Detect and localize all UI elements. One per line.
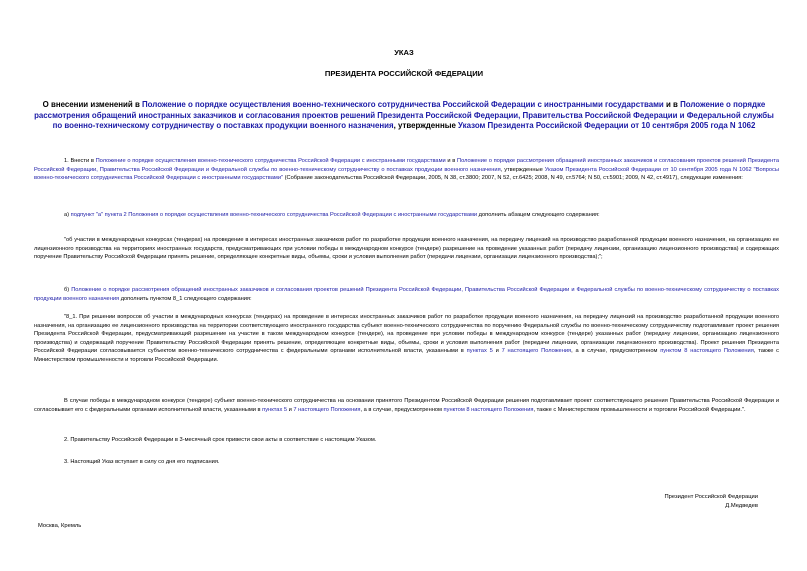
link-regulation-requests-b[interactable]: Положение о порядке рассмотрения обращений иностранных заказчиков и согласования проектов решений Президента Российской Федерации, Правительства Российской Федерации и Федеральной службы по военно-техническому сотрудничеству о поставках продукции военного назначения (34, 287, 779, 302)
title-text: О внесении изменений в (42, 100, 142, 109)
paragraph-text: (Собрание законодательства Российской Федерации, 2005, N 38, ст.3800; 2007, N 52, ст.6425; 2008, N 49, ст.5764; N 50, ст.5901; 2009, N 42, ст.4917), следующие изменения: (283, 175, 743, 182)
link-point-7[interactable]: 7 настоящего Положения (501, 348, 572, 355)
link-point-8-win[interactable]: пунктом 8 настоящего Положения (443, 406, 534, 413)
quote-paragraph-1: "об участии в международных конкурсах (тендерах) на проведение в интересах иностранных заказчиков работ по разработке продукции военного назначения, на передачу лицензий на производство разработанной продукции военного назначения, на организацию ее лицензионного производства на территориях иностранных государств, предусматривающих при условии победы в международном конкурсе (тендере) разрешение на проведение указанных работ (передачу лицензии, организацию лицензионного производства) и содержащих поручение Правительству Российской Федерации принять решение, определяющее конкретные виды, объемы, сроки и условия выполнения работ (передачи лицензии, организации лицензионного производства);"; (34, 237, 779, 261)
title-text: и в (663, 100, 681, 109)
link-point-8[interactable]: пунктом 8 настоящего Положения (660, 348, 754, 355)
paragraph-text: дополнить абзацем следующего содержания: (477, 212, 600, 218)
decree-heading: УКАЗ (394, 48, 414, 57)
subparagraph-b (34, 286, 779, 303)
paragraph-text: , а в случае, предусмотренном (571, 348, 661, 355)
title-link-regulation-cooperation[interactable]: Положение о порядке осуществления военно-технического сотрудничества Российской Федерации с иностранными государствами (142, 100, 664, 109)
paragraph-text: , а в случае, предусмотренном (360, 406, 444, 413)
link-decree-1062[interactable]: Указом Президента Российской Федерации от 10 сентября 2005 года N 1062 "Вопросы военно-технического сотрудничества Российской Федерации с иностранными государствами" (34, 166, 779, 182)
link-subpoint-a-point-2[interactable]: подпункт "а" пункта 2 Положения о порядке осуществления военно-технического сотрудничества Российской Федерации с иностранными государствами (70, 212, 478, 218)
paragraph-text: б) (64, 287, 72, 293)
president-heading: ПРЕЗИДЕНТА РОССИЙСКОЙ ФЕДЕРАЦИИ (324, 69, 484, 78)
paragraph-1 (34, 157, 779, 183)
title-link-regulation-requests[interactable]: Положение о порядке рассмотрения обращений иностранных заказчиков и согласования проектов решений Президента Российской Федерации, Правительства Российской Федерации и Федеральной службы по военно-техническому сотрудничеству о поставках продукции военного назначения (34, 100, 774, 131)
link-point-7-win[interactable]: 7 настоящего Положения (293, 406, 361, 413)
signature-block (665, 493, 759, 510)
title-link-decree-1062[interactable]: Указом Президента Российской Федерации от 10 сентября 2005 года N 1062 (458, 121, 756, 131)
signature-name: Д.Медведев (725, 502, 758, 509)
paragraph-3: 3. Настоящий Указ вступает в силу со дня его подписания. (64, 459, 220, 465)
tender-win-paragraph (34, 397, 779, 414)
link-point-5[interactable]: пунктах 5 (466, 348, 493, 355)
paragraph-text: , также с Министерством промышленности и торговли Российской Федерации. (34, 348, 779, 363)
paragraph-text: дополнить пунктом 8_1 следующего содержания: (119, 295, 252, 302)
link-point-5-win[interactable]: пунктах 5 (262, 406, 288, 413)
paragraph-text: и в (445, 158, 457, 164)
subparagraph-a (34, 211, 779, 220)
signature-role: Президент Российской Федерации (664, 494, 758, 500)
title-text: , утвержденные (393, 121, 459, 131)
signing-place: Москва, Кремль (38, 523, 82, 529)
paragraph-text: 1. Внести в (64, 158, 96, 164)
paragraph-text: "8_1. При решении вопросов об участии в международных конкурсах (тендерах) на проведение в интересах иностранных заказчиков работ по разработке продукции военного назначения, на передачу лицензий на производство разработанной продукции военного назначения, на организацию ее лицензионного производства на территории соответствующего иностранного государства субъект военно-технического сотрудничества по поручению Федеральной службы по военно-техническому сотрудничеству подготавливает проект решения Президента Российской Федерации, предусматривающий разрешение на участие в таком международном конкурсе (тендере), на проведение при условии победы в международном конкурсе (тендере) указанных работ (передачу лицензии, организацию лицензионного производства) и содержащий поручение Правительству Российской Федерации принять решение, определяющее конкретные виды, объемы, сроки и условия выполнения работ (передачи лицензии, организации лицензионного производства). Проект решения Президента Российской Федерации согласовывается субъектом военно-технического сотрудничества с федеральными органами исполнительной власти, указанными в (34, 314, 779, 355)
paragraph-text: и (287, 406, 294, 413)
paragraph-text: и (492, 348, 502, 355)
point-8-1 (34, 313, 779, 365)
paragraph-text: В случае победы в международном конкурсе (тендере) субъект военно-технического сотрудничества на основании принятого Президентом Российской Федерации решения подготавливает проект соответствующего решения Правительства Российской Федерации и согласовывает его с федеральными органами исполнительной власти, указанными в (34, 398, 779, 413)
paragraph-text: а) (64, 212, 71, 218)
paragraph-2: 2. Правительству Российской Федерации в 3-месячный срок привести свои акты в соответствие с настоящим Указом. (64, 437, 377, 443)
paragraph-text: , утвержденные (500, 166, 545, 173)
link-regulation-cooperation[interactable]: Положение о порядке осуществления военно-технического сотрудничества Российской Федерации с иностранными государствами (95, 158, 446, 164)
link-regulation-requests[interactable]: Положение о порядке рассмотрения обращений иностранных заказчиков и согласования проектов решений Президента Российской Федерации, Правительства Российской Федерации и Федеральной службы по военно-техническому сотрудничеству о поставках продукции военного назначения (34, 158, 779, 173)
paragraph-text: , также с Министерством промышленности и торговли Российской Федерации.". (533, 406, 746, 413)
decree-title (34, 100, 774, 132)
